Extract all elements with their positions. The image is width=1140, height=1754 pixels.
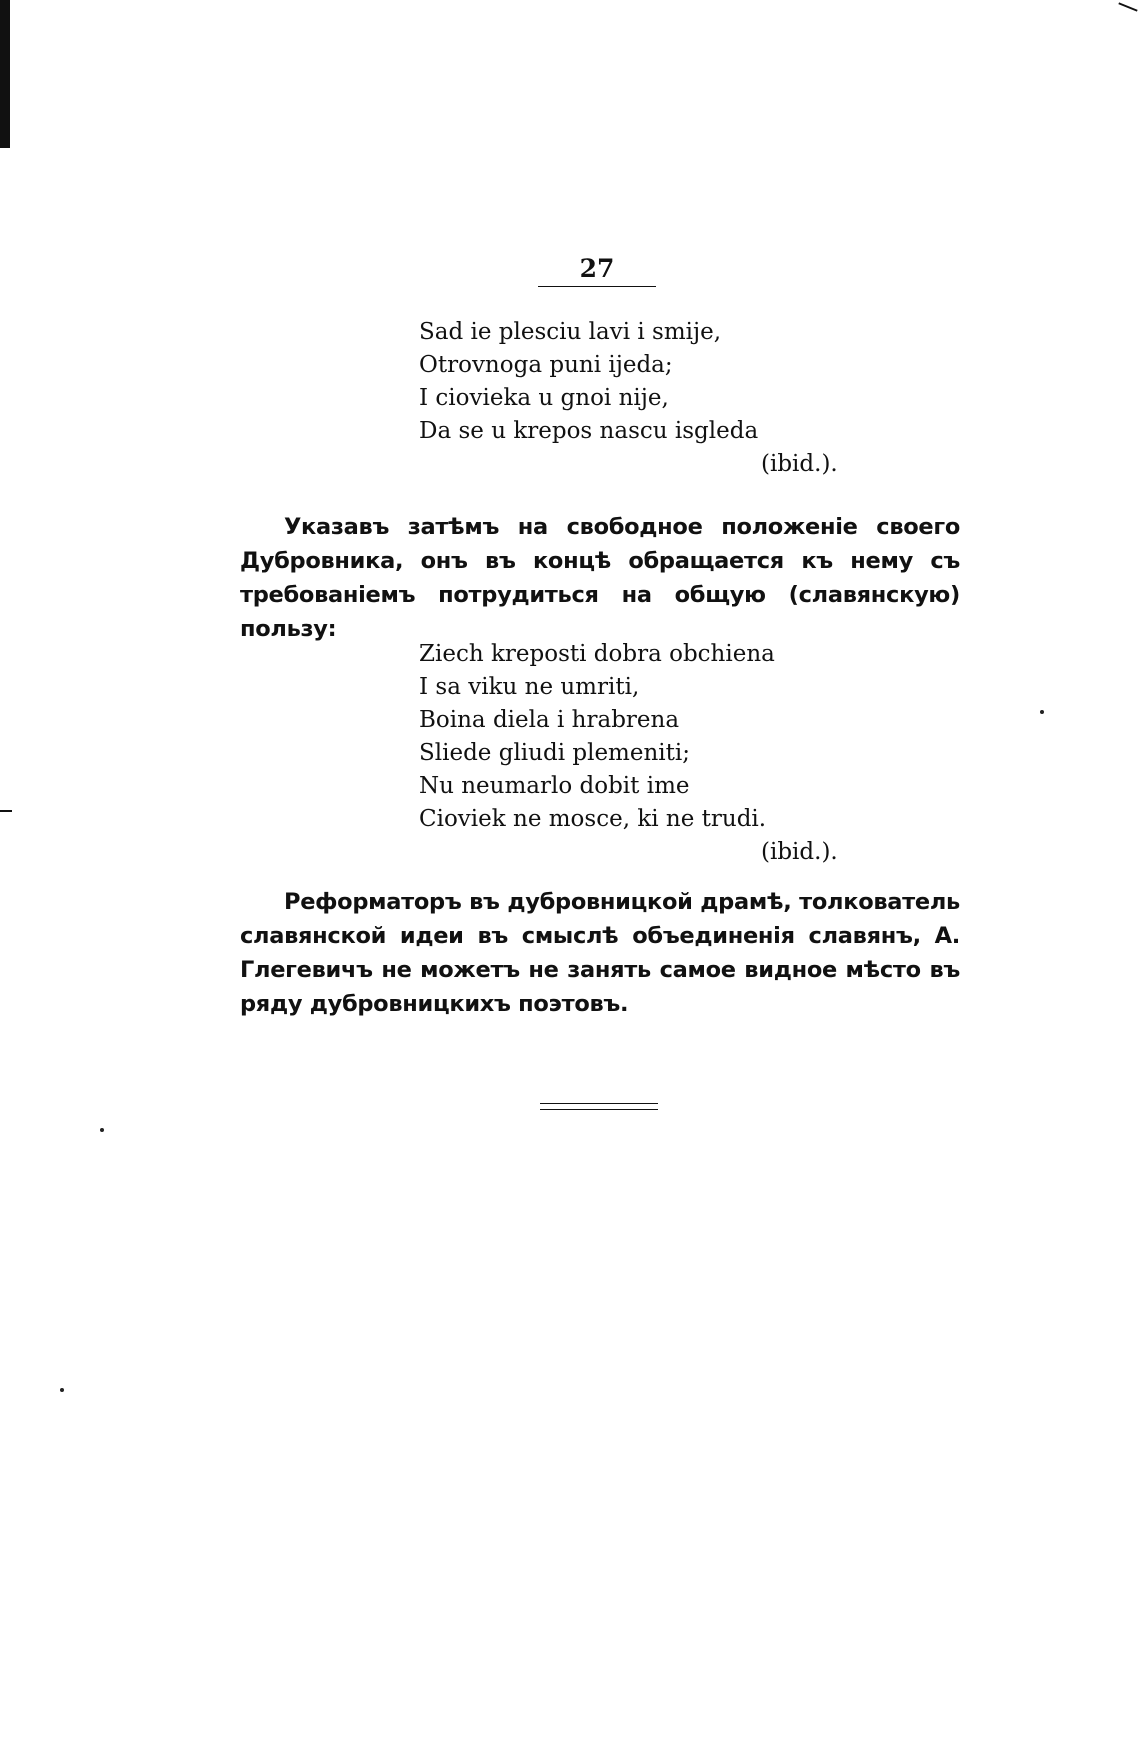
scan-speck [100,1128,104,1132]
section-end-rule [540,1103,658,1104]
verse-line: Boina diela i hrabrena [419,707,680,733]
scan-edge-tick-artifact [0,810,12,812]
verse-line: Nu neumarlo dobit ime [419,773,690,799]
page-number: 27 [579,254,615,283]
scan-corner-artifact [1118,2,1137,11]
scan-speck [60,1388,64,1392]
body-paragraph-1: Указавъ затѣмъ на свободное положеніе своего Дубровника, онъ въ концѣ обращается къ нему съ требованіемъ потрудиться на общую (славянскую) пользу: [240,514,960,642]
verse-quote-2 [419,638,838,869]
verse-line: Cioviek ne mosce, ki ne trudi. [419,806,767,832]
verse-quote-1 [419,316,838,481]
body-paragraph-2: Реформаторъ въ дубровницкой драмѣ, толкователь славянской идеи въ смыслѣ объединенія славянъ, А. Глегевичъ не можетъ не занять самое видное мѣсто въ ряду дубровницкихъ поэтовъ. [240,889,960,1017]
verse-line: Ziech kreposti dobra obchiena [419,641,775,667]
verse-line: I sa viku ne umriti, [419,674,640,700]
verse-citation: (ibid.). [761,839,838,865]
scan-speck [1040,710,1044,714]
page-number-rule [538,286,656,287]
scan-edge-artifact [0,0,10,148]
verse-citation: (ibid.). [761,451,838,477]
section-end-rule [540,1109,658,1110]
verse-line: Otrovnoga puni ijeda; [419,352,673,378]
verse-line: Sad ie plesciu lavi i smije, [419,319,722,345]
verse-line: Da se u krepos nascu isgleda [419,418,759,444]
verse-line: I ciovieka u gnoi nije, [419,385,669,411]
verse-line: Sliede gliudi plemeniti; [419,740,690,766]
